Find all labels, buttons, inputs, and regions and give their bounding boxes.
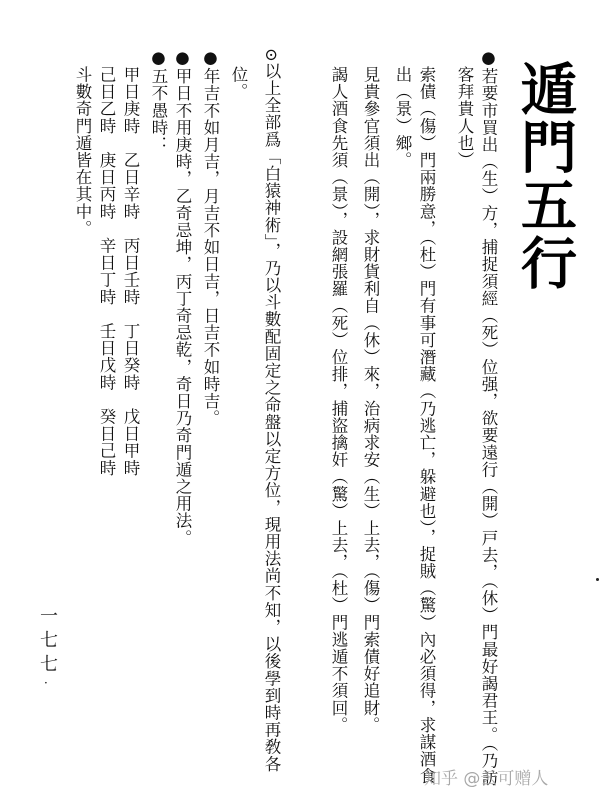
text-column-14: 斗數奇門遁皆在其中。 <box>73 66 92 237</box>
text-column-6: 謁人酒食先須（景），設網張羅（死）位排，捕盜擒奸（驚）上去，（杜）門逃遁不須回。 <box>329 66 348 734</box>
text-column-8: 位。 <box>229 66 248 101</box>
text-column-5: 見貴參官須出（開），求財貨利自（休）來，治病求安（生）上去，（傷）門索債好追財。 <box>361 66 380 734</box>
page-number: 一七七 <box>37 606 58 678</box>
text-column-4: 出（景）鄉。 <box>393 66 412 169</box>
page-number-dot: · <box>44 676 48 690</box>
text-column-9: ●年吉不如月吉，月吉不如日吉，日吉不如時吉。 <box>201 48 220 427</box>
text-column-13: 己日乙時 庚日丙時 辛日丁時 壬日戊時 癸日己時 <box>97 66 116 477</box>
text-column-7: ⊙以上全部爲「白猿神術」，乃以斗數配固定之命盤以定方位，現用法尚不知，以後學到時再敎各 <box>262 48 281 773</box>
text-column-12: 甲日庚時 乙日辛時 丙日壬時 丁日癸時 戊日甲時 <box>121 66 140 477</box>
text-column-3: 索債（傷）門兩勝意，（杜）門有事可潛藏（乃逃亡，躲避也），捉賊（驚）內必須得，求謀酒食 <box>417 66 436 785</box>
text-column-2: 客拜貴人也） <box>455 66 474 169</box>
text-column-10: ●甲日不用庚時，乙奇忌坤，丙丁奇忌乾，奇日乃奇門遁之用法。 <box>173 48 192 547</box>
scan-speck <box>596 578 599 581</box>
text-column-1: ●若要市買出（生）方，捕捉須經（死）位强，欲要遠行（開）戸去，（休）門最好謁君王。（乃訪 <box>479 48 498 787</box>
text-column-11: ●五不愚時： <box>149 48 168 154</box>
chapter-title: 遁門五行 <box>512 60 578 292</box>
watermark-text: 知乎 @云可赠人 <box>424 769 549 789</box>
